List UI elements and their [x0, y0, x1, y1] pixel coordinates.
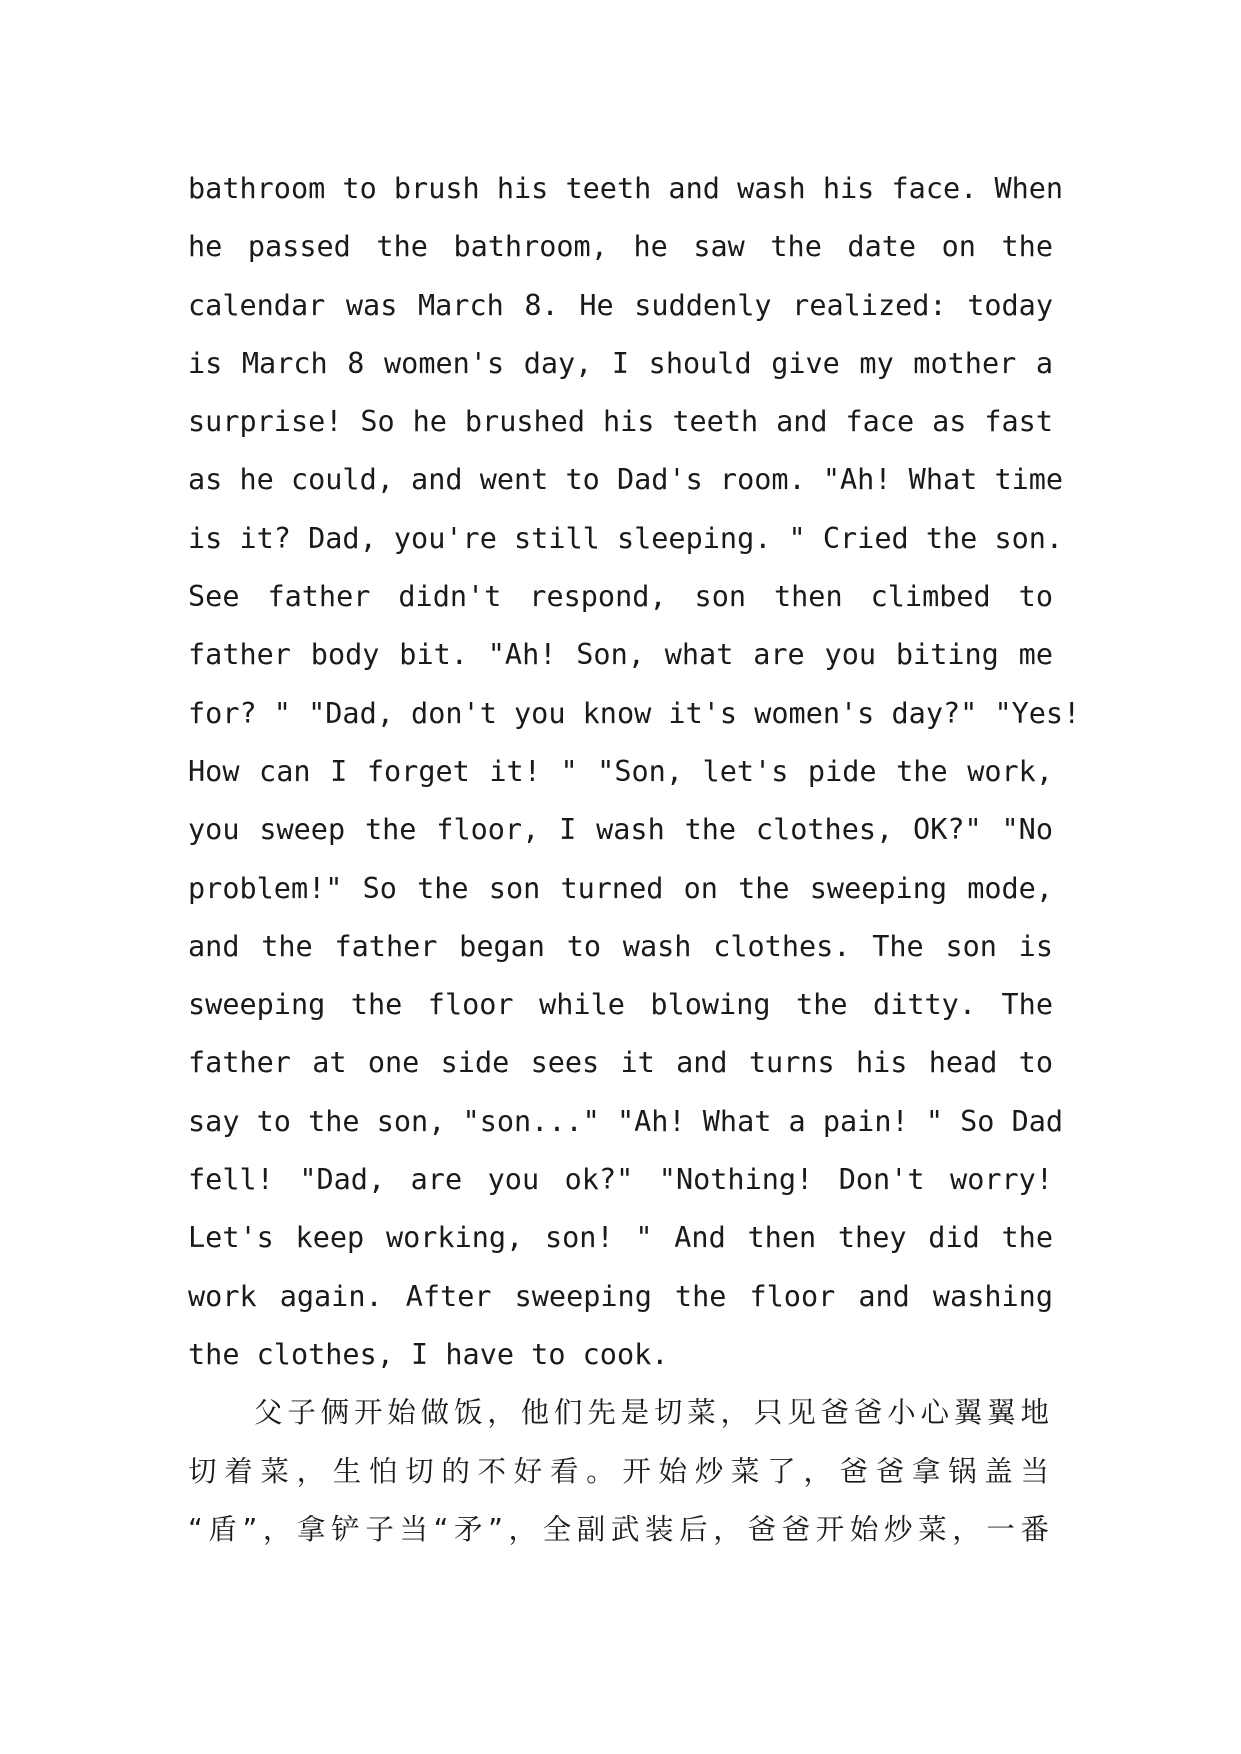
text-line: sweeping the floor while blowing the ditty. The — [188, 988, 1053, 1022]
text-line: father body bit. "Ah! Son, what are you biting me — [188, 638, 1053, 672]
chinese-paragraph-line: 切着菜，生怕切的不好看。开始炒菜了，爸爸拿锅盖当 — [188, 1454, 1053, 1488]
text-line: calendar was March 8. He suddenly realized: today — [188, 288, 1053, 322]
text-line: surprise! So he brushed his teeth and face as fast — [188, 405, 1053, 439]
text-line: the clothes, I have to cook. — [188, 1337, 669, 1371]
text-line: Let's keep working, son! " And then they did the — [188, 1221, 1053, 1255]
text-line: and the father began to wash clothes. The son is — [188, 929, 1053, 963]
text-line: father at one side sees it and turns his head to — [188, 1046, 1053, 1080]
text-line: is March 8 women's day, I should give my mother a — [188, 346, 1053, 380]
chinese-paragraph-line: “盾”，拿铲子当“矛”，全副武装后，爸爸开始炒菜，一番 — [188, 1512, 1053, 1546]
body-text — [188, 160, 1081, 1559]
text-line: bathroom to brush his teeth and wash his face. When — [188, 172, 1064, 205]
text-line: for? " "Dad, don't you know it's women's day?" "Yes! — [188, 696, 1081, 730]
text-line: fell! "Dad, are you ok?" "Nothing! Don't worry! — [188, 1163, 1053, 1197]
chinese-paragraph-line: 父子俩开始做饭，他们先是切菜，只见爸爸小心翼翼地 — [254, 1396, 1053, 1430]
text-line: work again. After sweeping the floor and washing — [188, 1279, 1053, 1313]
text-line: he passed the bathroom, he saw the date on the — [188, 230, 1053, 264]
text-line: is it? Dad, you're still sleeping. " Cried the son. — [188, 521, 1064, 555]
text-line: How can I forget it! " "Son, let's pide the work, — [188, 754, 1053, 788]
text-line: say to the son, "son..." "Ah! What a pain! " So Dad — [188, 1104, 1064, 1138]
text-line: you sweep the floor, I wash the clothes, OK?" "No — [188, 813, 1053, 847]
text-line: problem!" So the son turned on the sweeping mode, — [188, 871, 1053, 905]
text-line: as he could, and went to Dad's room. "Ah! What time — [188, 463, 1064, 497]
text-line: See father didn't respond, son then climbed to — [188, 580, 1053, 614]
